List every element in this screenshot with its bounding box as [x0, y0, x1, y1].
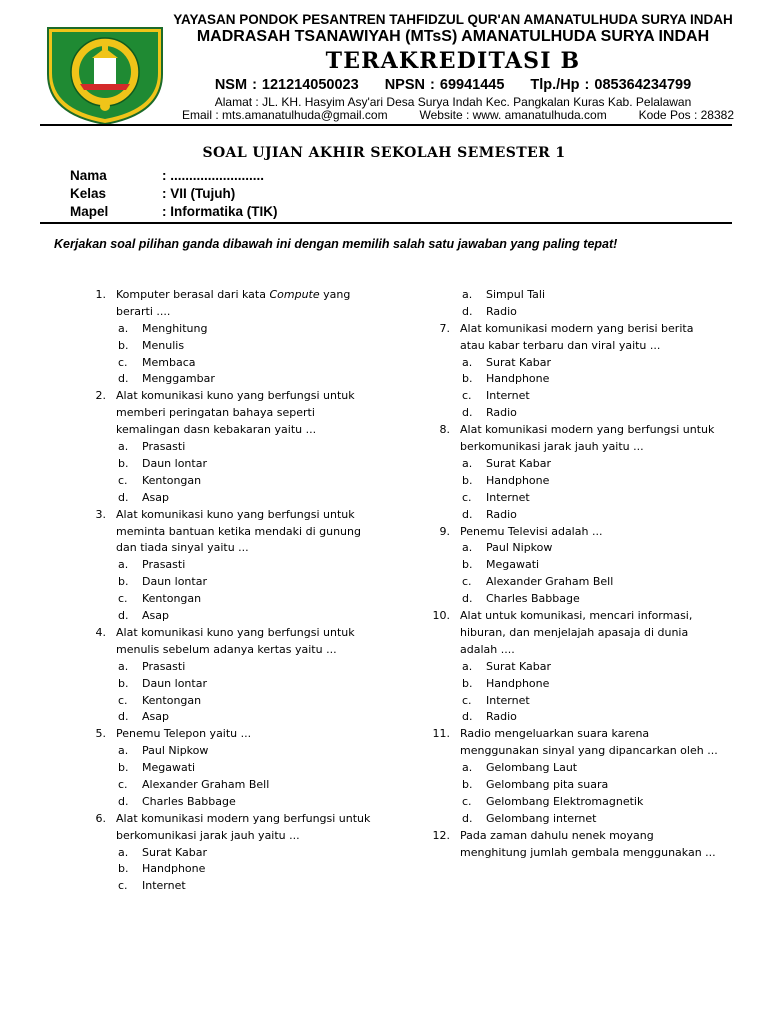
option-text: Internet: [142, 879, 186, 893]
option-letter: a.: [118, 845, 129, 859]
answer-option: [86, 659, 376, 676]
answer-option: [86, 608, 376, 625]
question-text: Alat komunikasi modern yang berfungsi untuk berkomunikasi jarak jauh yaitu ...: [116, 811, 371, 842]
option-text: Daun lontar: [142, 575, 207, 589]
option-letter: d.: [462, 507, 473, 521]
field-label: Nama: [70, 168, 107, 183]
option-letter: a.: [118, 659, 129, 673]
answer-option: [430, 507, 720, 524]
option-text: Gelombang Elektromagnetik: [486, 794, 644, 808]
answer-option: [86, 338, 376, 355]
answer-option: [430, 574, 720, 591]
question-text: Penemu Telepon yaitu ...: [116, 727, 252, 741]
question-item: [430, 608, 720, 659]
answer-option: [430, 490, 720, 507]
option-letter: a.: [118, 321, 129, 335]
option-letter: c.: [462, 389, 472, 403]
option-letter: d.: [118, 609, 129, 623]
option-text: Charles Babbage: [486, 592, 580, 606]
answer-option: [430, 287, 720, 304]
option-letter: d.: [118, 372, 129, 386]
answer-option: [86, 439, 376, 456]
question-number: 4.: [95, 625, 106, 639]
field-value: : .........................: [162, 168, 265, 183]
option-text: Surat Kabar: [486, 456, 552, 470]
option-letter: b.: [462, 473, 473, 487]
question-text: Alat komunikasi modern yang berisi berita atau kabar terbaru dan viral yaitu ...: [460, 321, 694, 352]
option-letter: c.: [118, 778, 128, 791]
option-text: Asap: [142, 609, 169, 623]
option-letter: c.: [118, 473, 128, 487]
question-item: [86, 388, 376, 439]
option-letter: a.: [462, 541, 473, 555]
option-text: Paul Nipkow: [142, 744, 209, 758]
answer-option: [430, 811, 720, 828]
answer-option: [430, 760, 720, 777]
option-text: Prasasti: [142, 558, 186, 572]
option-letter: a.: [462, 659, 473, 673]
option-text: Charles Babbage: [142, 794, 236, 808]
option-text: Megawati: [486, 558, 540, 572]
option-letter: c.: [462, 490, 472, 504]
answer-option: [430, 355, 720, 372]
nsm-number: NSM : 121214050023: [214, 77, 359, 93]
question-text: Penemu Televisi adalah ...: [460, 524, 603, 538]
website-address: Website : www. amanatulhuda.com: [419, 108, 607, 122]
question-item: [86, 625, 376, 659]
answer-option: [86, 760, 376, 777]
option-letter: b.: [462, 777, 473, 791]
option-text: Alexander Graham Bell: [486, 575, 614, 589]
option-letter: b.: [462, 372, 473, 386]
option-text: Kentongan: [142, 473, 202, 487]
question-text: Radio mengeluarkan suara karena menggunakan sinyal yang dipancarkan oleh ...: [460, 727, 718, 758]
option-text: Surat Kabar: [486, 355, 552, 369]
question-text: Pada zaman dahulu nenek moyang menghitung jumlah gembala menggunakan ...: [460, 828, 716, 859]
option-text: Gelombang internet: [486, 811, 597, 825]
answer-option: [86, 777, 376, 794]
answer-option: [86, 878, 376, 895]
letterhead: [0, 0, 768, 126]
option-letter: a.: [118, 744, 129, 758]
answer-option: [86, 321, 376, 338]
option-letter: d.: [462, 406, 473, 420]
question-item: [86, 811, 376, 845]
question-item: [430, 524, 720, 541]
question-column-right: [430, 287, 720, 861]
answer-option: [430, 388, 720, 405]
option-text: Paul Nipkow: [486, 541, 553, 555]
option-letter: b.: [462, 676, 473, 690]
question-item: [430, 422, 720, 456]
answer-option: [86, 473, 376, 490]
option-text: Simpul Tali: [486, 288, 546, 301]
answer-option: [430, 405, 720, 422]
option-letter: c.: [118, 355, 128, 369]
answer-option: [86, 693, 376, 710]
option-text: Surat Kabar: [486, 659, 552, 673]
question-number: 9.: [439, 524, 450, 538]
option-letter: a.: [462, 288, 473, 301]
option-text: Internet: [486, 693, 530, 707]
option-letter: b.: [118, 338, 129, 352]
answer-option: [430, 676, 720, 693]
exam-title: SOAL UJIAN AKHIR SEKOLAH SEMESTER 1: [202, 145, 566, 161]
question-number: 1.: [95, 288, 106, 301]
answer-option: [86, 861, 376, 878]
option-letter: d.: [462, 304, 473, 318]
option-letter: b.: [118, 761, 129, 775]
question-item: [86, 726, 376, 743]
answer-option: [86, 490, 376, 507]
question-item: [86, 287, 376, 321]
option-letter: c.: [462, 794, 472, 808]
answer-option: [86, 355, 376, 372]
contact-line: [182, 108, 734, 122]
question-text: Alat komunikasi kuno yang berfungsi untuk menulis sebelum adanya kertas yaitu ...: [116, 625, 355, 656]
option-text: Handphone: [142, 862, 206, 876]
option-letter: c.: [118, 879, 128, 893]
npsn-number: NPSN : 69941445: [384, 77, 505, 93]
question-text: Alat komunikasi kuno yang berfungsi untuk memberi peringatan bahaya seperti kemalingan dasn kebakaran yaitu ...: [116, 389, 355, 437]
accreditation-status: TERAKREDITASI B: [325, 48, 581, 74]
option-letter: b.: [462, 558, 473, 572]
answer-option: [430, 591, 720, 608]
question-text: Alat komunikasi modern yang berfungsi untuk berkomunikasi jarak jauh yaitu ...: [460, 423, 715, 454]
field-label: Mapel: [70, 204, 109, 219]
answer-option: [86, 371, 376, 388]
answer-option: [430, 456, 720, 473]
option-text: Kentongan: [142, 693, 202, 707]
answer-option: [430, 794, 720, 811]
option-text: Asap: [142, 710, 169, 724]
option-text: Radio: [486, 710, 517, 724]
answer-option: [430, 659, 720, 676]
field-value: : VII (Tujuh): [162, 186, 236, 201]
answer-option: [430, 693, 720, 710]
question-number: 3.: [95, 507, 106, 521]
question-item: [430, 828, 720, 862]
school-logo: [40, 14, 170, 126]
email-address: Email : mts.amanatulhuda@gmail.com: [182, 108, 388, 122]
option-text: Handphone: [486, 372, 550, 386]
question-number: 2.: [95, 389, 106, 403]
option-letter: b.: [118, 862, 129, 876]
option-text: Daun lontar: [142, 456, 207, 470]
answer-option: [430, 777, 720, 794]
field-label: Kelas: [70, 186, 107, 201]
question-number: 12.: [432, 828, 450, 842]
question-number: 11.: [432, 727, 450, 741]
answer-option: [86, 456, 376, 473]
school-address: Alamat : JL. KH. Hasyim Asy'ari Desa Surya Indah Kec. Pangkalan Kuras Kab. Pelalawan: [214, 95, 692, 109]
answer-option: [86, 676, 376, 693]
option-text: Surat Kabar: [142, 845, 208, 859]
option-letter: c.: [462, 693, 472, 707]
answer-option: [430, 304, 720, 321]
question-text: Komputer berasal dari kata Compute yang berarti ....: [116, 288, 351, 318]
question-item: [430, 726, 720, 760]
school-name: MADRASAH TSANAWIYAH (MTsS) AMANATULHUDA SURYA INDAH: [196, 28, 710, 45]
option-text: Radio: [486, 304, 517, 318]
option-letter: b.: [118, 456, 129, 470]
answer-option: [86, 574, 376, 591]
option-text: Alexander Graham Bell: [142, 778, 270, 791]
answer-option: [86, 743, 376, 760]
option-text: Menulis: [142, 338, 185, 352]
answer-option: [86, 845, 376, 862]
option-letter: c.: [118, 693, 128, 707]
option-letter: a.: [462, 761, 473, 775]
answer-option: [430, 371, 720, 388]
question-number: 6.: [95, 811, 106, 825]
option-letter: d.: [462, 592, 473, 606]
foundation-name: YAYASAN PONDOK PESANTREN TAHFIDZUL QUR'AN AMANATULHUDA SURYA INDAH: [173, 12, 733, 27]
option-text: Gelombang Laut: [486, 761, 578, 775]
answer-option: [86, 794, 376, 811]
option-text: Menghitung: [142, 321, 208, 335]
option-text: Daun lontar: [142, 676, 207, 690]
question-italic-term: Compute: [269, 288, 320, 301]
option-text: Megawati: [142, 761, 196, 775]
answer-option: [430, 557, 720, 574]
option-letter: a.: [118, 440, 129, 454]
option-text: Menggambar: [142, 372, 215, 386]
school-identifiers: [158, 77, 748, 93]
postal-code: Kode Pos : 28382: [638, 108, 734, 122]
question-number: 5.: [95, 727, 106, 741]
answer-option: [430, 709, 720, 726]
answer-option: [430, 473, 720, 490]
option-letter: d.: [118, 710, 129, 724]
option-text: Asap: [142, 490, 169, 504]
option-text: Radio: [486, 507, 517, 521]
phone-number: Tlp./Hp : 085364234799: [530, 77, 692, 93]
option-letter: d.: [462, 710, 473, 724]
option-text: Handphone: [486, 473, 550, 487]
option-text: Prasasti: [142, 659, 186, 673]
question-number: 7.: [439, 321, 450, 335]
question-column-left: [86, 287, 376, 895]
answer-option: [86, 591, 376, 608]
answer-option: [86, 557, 376, 574]
letterhead-divider: [40, 124, 732, 126]
field-value: : Informatika (TIK): [162, 204, 278, 219]
question-item: [86, 507, 376, 558]
option-letter: d.: [118, 794, 129, 808]
option-text: Radio: [486, 406, 517, 420]
answer-option: [430, 540, 720, 557]
question-number: 10.: [432, 609, 450, 622]
option-letter: c.: [462, 575, 472, 589]
answer-option: [86, 709, 376, 726]
option-text: Gelombang pita suara: [486, 777, 609, 791]
option-letter: b.: [118, 575, 129, 589]
option-text: Handphone: [486, 676, 550, 690]
header-divider: [40, 222, 732, 224]
option-text: Prasasti: [142, 440, 186, 454]
option-text: Internet: [486, 490, 530, 504]
option-letter: c.: [118, 592, 128, 606]
option-letter: d.: [462, 811, 473, 825]
option-text: Internet: [486, 389, 530, 403]
question-item: [430, 321, 720, 355]
question-number: 8.: [439, 423, 450, 437]
option-letter: b.: [118, 676, 129, 690]
question-text: Alat komunikasi kuno yang berfungsi untuk meminta bantuan ketika mendaki di gunung dan tiada sinyal yaitu ...: [116, 507, 361, 555]
option-letter: d.: [118, 490, 129, 504]
option-letter: a.: [118, 558, 129, 572]
option-text: Kentongan: [142, 592, 202, 606]
question-text: Alat untuk komunikasi, mencari informasi, hiburan, dan menjelajah apasaja di dunia adalah ....: [460, 609, 693, 656]
option-letter: a.: [462, 456, 473, 470]
exam-instruction: Kerjakan soal pilihan ganda dibawah ini dengan memilih salah satu jawaban yang paling tepat!: [54, 237, 618, 251]
option-letter: a.: [462, 355, 473, 369]
option-text: Membaca: [142, 355, 196, 369]
